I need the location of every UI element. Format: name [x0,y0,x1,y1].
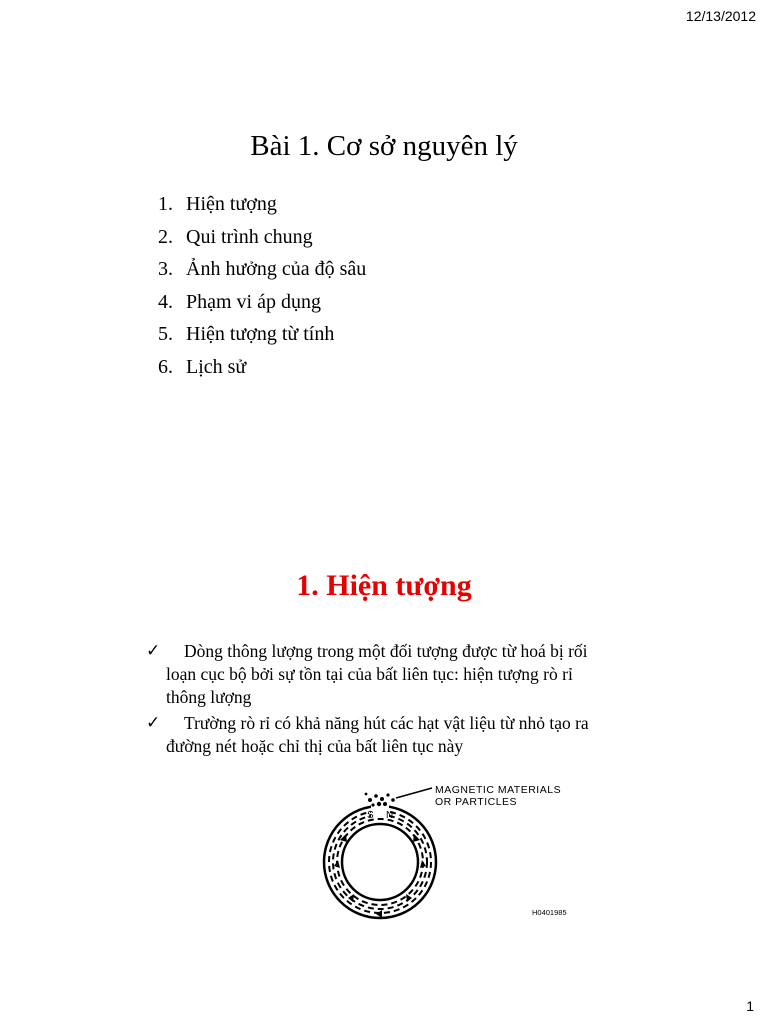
item-number: 1. [158,193,173,215]
item-number: 4. [158,290,173,313]
list-item [158,353,366,386]
bullet-text: Trường rò rỉ có khả năng hút các hạt vật liệu từ nhỏ tạo ra đường nét hoặc chỉ thị của bất liên tục này [166,713,589,756]
ring-diagram [320,780,580,930]
list-item [158,190,366,223]
slide1-title: Bài 1. Cơ sở nguyên lý [250,130,518,162]
item-number: 5. [158,323,173,346]
bullet-item [146,640,616,709]
bullet-text: Dòng thông lượng trong một đối tượng được từ hoá bị rối loạn cục bộ bởi sự tồn tại của bất liên tục: hiện tượng rò rỉ thông lượng [166,641,588,707]
figure-label-line1: MAGNETIC MATERIALS [435,784,562,796]
ring-inner [342,824,418,900]
item-label: Hiện tượng từ tính [186,323,335,346]
check-icon: ✓ [146,713,161,733]
figure-label-line2: OR PARTICLES [435,796,518,808]
page-number: 1 [746,998,754,1014]
item-number: 6. [158,355,173,378]
item-label: Qui trình chung [186,225,313,248]
item-label: Hiện tượng [186,193,277,215]
contents-list [158,190,366,386]
check-icon: ✓ [146,641,161,661]
pole-s-label: S [367,810,374,821]
slide2-title: 1. Hiện tượng [296,569,472,602]
bullet-list [146,640,616,761]
item-number: 2. [158,225,173,248]
list-item [158,255,366,288]
item-label: Ảnh hưởng của độ sâu [186,258,367,281]
list-item [158,320,366,353]
particles [365,793,395,807]
magnetic-ring-figure [320,780,580,930]
bullet-item [146,712,616,758]
list-item [158,223,366,256]
item-label: Phạm vi áp dụng [186,290,321,313]
figure-code: H0401985 [532,908,567,917]
list-item [158,288,366,321]
item-label: Lịch sử [186,355,247,378]
pole-n-label: N [386,810,394,821]
leader-line [396,788,432,798]
slide-date: 12/13/2012 [685,8,756,24]
item-number: 3. [158,258,173,281]
